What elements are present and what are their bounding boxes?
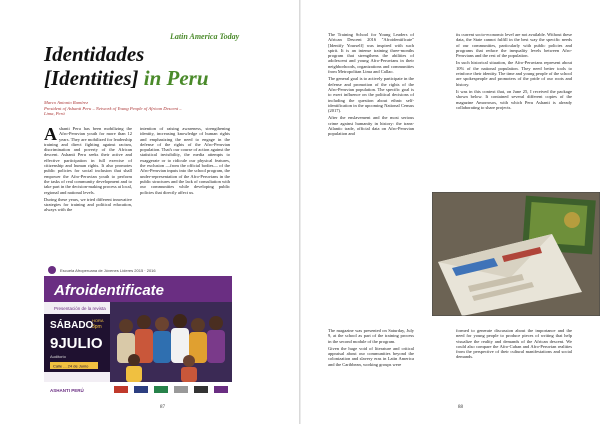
package-photo-graphic	[432, 192, 600, 316]
poster-venue: Auditorio	[50, 354, 66, 359]
poster-footer-text: ASHANTI PERÚ	[50, 388, 84, 393]
paragraph: Given the huge void of literature and critical appraisal about our communities beyond the colonization and slavery eras in Latin America and the Caribbean, working groups were	[328, 345, 414, 367]
package-photo	[432, 192, 600, 316]
right-column-2	[456, 32, 572, 112]
byline-place: Lima, Perú	[44, 111, 65, 117]
poster-subtitle: Presentación de la revista	[54, 306, 106, 311]
poster-graphic	[44, 264, 232, 397]
paragraph	[44, 126, 132, 195]
poster-logo-icon	[48, 266, 56, 274]
title-line-2	[44, 66, 284, 90]
paragraph: The general goal is to actively participate in the defense and promotion of the rights of the Afro-Peruvian population. The specific goal is to exert influence on the political decisions of including the question about ethnic self-identification in the upcoming National Census (2017).	[328, 76, 414, 114]
right-column-4	[456, 328, 572, 362]
paragraph: During these years, we tried different innovative strategies for training and political education, always with the	[44, 196, 132, 213]
title-identities: [Identities]	[44, 66, 139, 90]
poster-time: 3pm	[92, 324, 102, 330]
right-column-3	[328, 328, 414, 369]
poster-date: 9JULIO	[50, 335, 103, 352]
byline	[44, 100, 284, 117]
poster-time-label: HORA	[92, 318, 104, 323]
paragraph: its current socio-economic level are not available. Without these data, the State cannot fulfill in the best way the specific needs of our communities, particularly with public policies and programs that reduce the inequality levels between Afro-Peruvians and the rest of the population.	[456, 32, 572, 59]
paragraph: The magazine was presented on Saturday, July 9, at the school as part of the training process in the second module of the program.	[328, 328, 414, 344]
left-column-1	[44, 126, 132, 215]
page-number-right: 88	[458, 405, 463, 410]
poster-badge-text: Calle ... 24 de Junio	[53, 363, 89, 369]
poster-brand: Afroidentificate	[54, 282, 165, 299]
byline-affiliation: President of Ashanti Peru – Network of Young People of African Descent –	[44, 105, 182, 111]
poster-header-text: Escuela Afroperuana de Jóvenes Líderes 2015 · 2016	[60, 268, 156, 273]
page-number-left: 87	[160, 405, 165, 410]
paragraph: The Training School for Young Leaders of African Descent 2016 "Afroidentifícate" [Identify Yourself] was inspired with such spirit. It is an intense training three-months program that strengthens the abilities of adolescent and young Afro-Peruvians in their neighborhoods, organizations and communities from Metropolitan Lima and Callao.	[328, 32, 414, 75]
paragraph: It was in this context that, on June 25, I received the package shown below. It contained several different copies of the magazine Amorrosos, with which Peru Ashanti is already collaborating to share projects.	[456, 88, 572, 110]
byline-author: Marco Antonio Ramírez	[44, 100, 88, 105]
title-in-peru: in Peru	[138, 66, 209, 90]
paragraph: After the enslavement and the most serious crime against humanity in history: the trans-Atlantic trade, official data on Afro-Peruvian population and	[328, 115, 414, 137]
event-poster-image	[44, 264, 232, 397]
section-label: Latin America Today	[170, 32, 240, 41]
poster-day: SÁBADO	[50, 320, 94, 331]
paragraph: intention of raising awareness, strengthening identity, increasing knowledge of human rights and emphasizing the need to engage in the defense of the rights of the Afro-Peruvian population. That's our course of action against the statistical invisibility, the media attempts to exaggerate or to ridicule our physical features, the exclusion —from the official bodies— of the Afro-Peruvian inputs into the school program, the under-representation of the Afro-Peruvians in the public structures and the lack of consultation with our communities while developing public policies that directly affect us.	[140, 126, 230, 195]
right-column-1	[328, 32, 414, 139]
paragraph-text: shanti Peru has been mobilizing the Afro-Peruvian youth for more than 12 years. They are mobilized for leadership training and direct fighting against racism, discrimination and poverty of the African descent. Ashanti Peru seeks their active and effective participation in full exercise of citizenship and human rights. It also promotes public policies for social inclusion that shall empower the Afro-Peruvian youth to perform the tasks of real community development and to take part in the decision-making process at local, regional and national levels.	[44, 126, 132, 195]
drop-cap: A	[44, 124, 57, 144]
title-line-1: Identidades	[44, 42, 145, 66]
paragraph: In such historical situation, the Afro-Peruvians represent about 10% of the national population. They need better tools to reinforce their identity. The time and young people of the school are spokespeople and promoters of the pride of our roots and history.	[456, 60, 572, 87]
right-page	[300, 0, 600, 424]
article-title	[44, 42, 284, 90]
left-column-2	[140, 126, 230, 197]
paragraph: formed to generate discussion about the importance and the need for young people to produce pieces of writing that help visualize the reality and demands of the African descent. We could also compare the Afro-Cuban and Afro-Peruvian realities from the perspective of their cultural manifestations and social demands.	[456, 328, 572, 360]
